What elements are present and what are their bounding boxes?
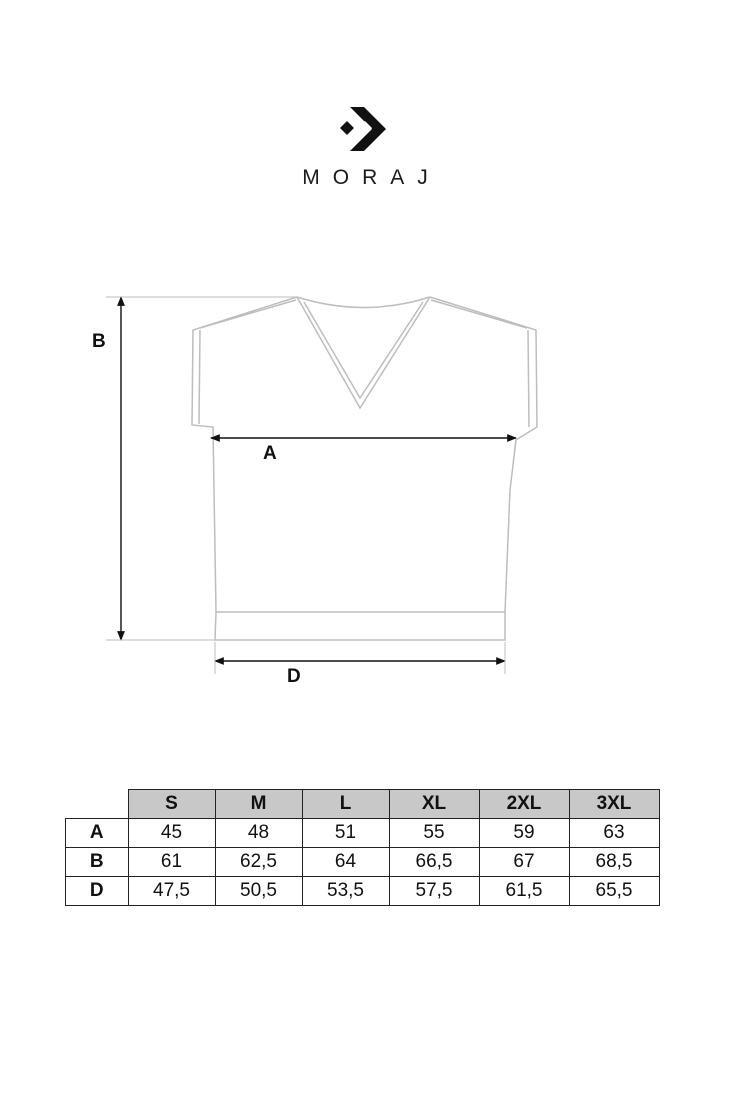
table-cell: 59	[479, 819, 569, 848]
table-cell: 67	[479, 848, 569, 877]
table-cell: 55	[389, 819, 479, 848]
table-cell: 66,5	[389, 848, 479, 877]
table-cell: 68,5	[569, 848, 659, 877]
table-cell: 63	[569, 819, 659, 848]
table-row	[66, 819, 660, 848]
table-cell: 51	[302, 819, 389, 848]
table-cell: 45	[128, 819, 215, 848]
brand-name: MORAJ	[302, 166, 441, 189]
size-header: 2XL	[479, 790, 569, 819]
table-cell: 64	[302, 848, 389, 877]
size-header-row	[66, 790, 660, 819]
size-chart-table	[65, 789, 660, 906]
table-cell: 47,5	[128, 877, 215, 906]
table-row	[66, 848, 660, 877]
size-header: M	[215, 790, 302, 819]
table-row	[66, 877, 660, 906]
shirt-outline	[192, 297, 537, 640]
row-label: B	[66, 848, 129, 877]
table-cell: 65,5	[569, 877, 659, 906]
table-corner	[66, 790, 129, 819]
size-header: S	[128, 790, 215, 819]
size-header: L	[302, 790, 389, 819]
table-cell: 48	[215, 819, 302, 848]
table-cell: 61	[128, 848, 215, 877]
measure-d	[215, 642, 505, 674]
measure-b	[106, 297, 297, 640]
size-header: XL	[389, 790, 479, 819]
measure-label-a: A	[263, 443, 277, 464]
measure-label-d: D	[287, 666, 301, 687]
size-header: 3XL	[569, 790, 659, 819]
table-cell: 50,5	[215, 877, 302, 906]
table-cell: 62,5	[215, 848, 302, 877]
measure-label-b: B	[92, 331, 106, 352]
table-cell: 61,5	[479, 877, 569, 906]
table-cell: 53,5	[302, 877, 389, 906]
row-label: D	[66, 877, 129, 906]
row-label: A	[66, 819, 129, 848]
table-cell: 57,5	[389, 877, 479, 906]
